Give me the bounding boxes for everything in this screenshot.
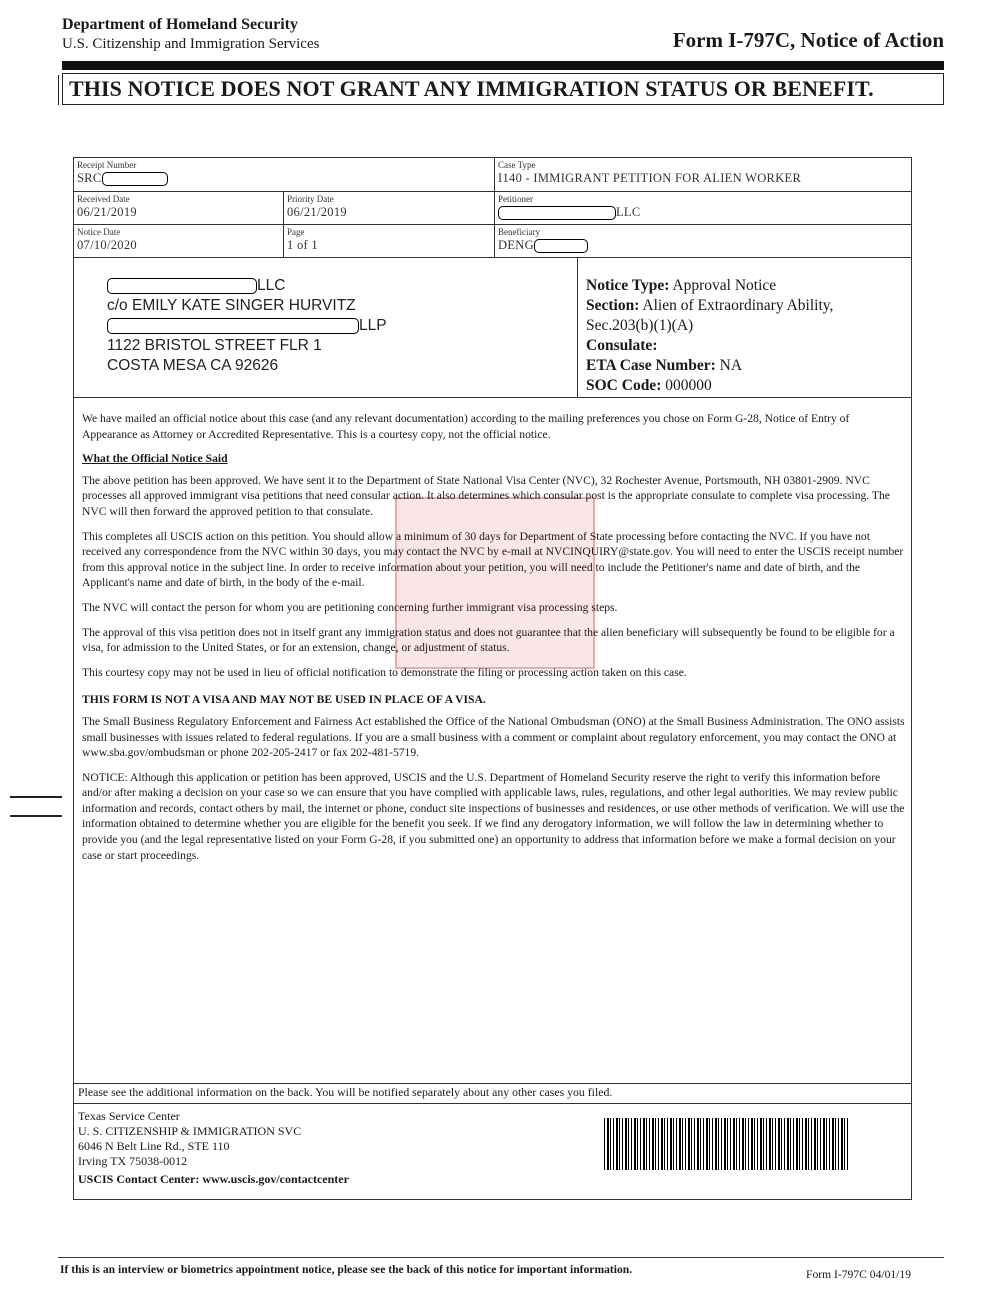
barcode bbox=[604, 1118, 849, 1170]
priority-date-cell bbox=[284, 192, 495, 225]
received-date-label: Received Date bbox=[77, 194, 130, 204]
notice-date-label: Notice Date bbox=[77, 227, 121, 237]
address-line-1: LLC bbox=[257, 277, 286, 294]
receipt-value: SRC bbox=[77, 171, 102, 185]
case-info-grid bbox=[73, 157, 912, 258]
section-value: Alien of Extraordinary Ability, bbox=[642, 297, 834, 314]
received-date-value: 06/21/2019 bbox=[77, 205, 137, 219]
beneficiary-value: DENG bbox=[498, 238, 534, 252]
contact-center-link[interactable]: USCIS Contact Center: www.uscis.gov/contactcenter bbox=[78, 1172, 349, 1186]
notice-paragraph bbox=[82, 770, 905, 864]
receipt-label: Receipt Number bbox=[77, 160, 137, 170]
service-center-line: 6046 N Belt Line Rd., STE 110 bbox=[78, 1139, 230, 1153]
footer-note: If this is an interview or biometrics appointment notice, please see the back of this notice for important information. bbox=[60, 1263, 633, 1276]
agency-name: Department of Homeland Security bbox=[62, 16, 298, 33]
margin-mark bbox=[10, 815, 62, 817]
body-paragraph: This courtesy copy may not be used in lieu of official notification to demonstrate the filing or processing action taken on this case. bbox=[82, 665, 687, 679]
eta-value: NA bbox=[719, 357, 743, 374]
address-line-3: LLP bbox=[359, 317, 387, 334]
case-type-value: I140 - IMMIGRANT PETITION FOR ALIEN WORKER bbox=[498, 171, 802, 185]
page-cell bbox=[284, 225, 495, 258]
notice-details bbox=[577, 257, 912, 398]
redaction-mark bbox=[102, 172, 168, 186]
case-type-cell bbox=[495, 158, 912, 192]
form-title: Form I-797C, Notice of Action bbox=[672, 28, 944, 52]
status-banner: THIS NOTICE DOES NOT GRANT ANY IMMIGRATION STATUS OR BENEFIT. bbox=[62, 73, 944, 105]
notice-date-value: 07/10/2020 bbox=[77, 238, 137, 252]
body-paragraph: The Small Business Regulatory Enforcement and Fairness Act established the Office of the National Ombudsman (ONO) at the Small Business Administration. The ONO assists small businesses with issues related to federal regulations. If you are a small business with a comment or complaint about regulatory enforcement, you may contact the ONO at www.sba.gov/ombudsman or phone 202-205-2417 or fax 202-481-5719. bbox=[82, 714, 905, 760]
body-paragraph: The above petition has been approved. We have sent it to the Department of State National Visa Center (NVC), 32 Rochester Avenue, Portsmouth, NH 03801-2909. NVC processes all approved immigrant visa petitions that need consular action. It also determines which consular post is the appropriate consulate to complete visa processing. The NVC will then forward the approved petition to that consulate. bbox=[82, 473, 890, 518]
priority-date-value: 06/21/2019 bbox=[287, 205, 347, 219]
notice-type-value: Approval Notice bbox=[672, 277, 777, 294]
service-center-line: Texas Service Center bbox=[78, 1109, 180, 1123]
body-paragraph: The NVC will contact the person for whom you are petitioning concerning further immigrant visa processing steps. bbox=[82, 600, 618, 614]
petitioner-value: LLC bbox=[616, 205, 641, 219]
consulate-label: Consulate: bbox=[586, 337, 658, 354]
address-line-2: c/o EMILY KATE SINGER HURVITZ bbox=[107, 297, 356, 314]
beneficiary-label: Beneficiary bbox=[498, 227, 540, 237]
section-heading: What the Official Notice Said bbox=[82, 452, 228, 466]
redaction-mark bbox=[107, 318, 359, 334]
margin-mark bbox=[10, 796, 62, 798]
notice-label: NOTICE: bbox=[82, 770, 128, 784]
receipt-cell bbox=[74, 158, 495, 192]
mailing-address bbox=[73, 257, 578, 398]
case-type-label: Case Type bbox=[498, 160, 536, 170]
priority-date-label: Priority Date bbox=[287, 194, 334, 204]
body-paragraph: The approval of this visa petition does not in itself grant any immigration status and does not guarantee that the alien beneficiary will subsequently be found to be eligible for a visa, for admission to the United States, or for an extension, change, or adjustment of status. bbox=[82, 625, 895, 655]
soc-label: SOC Code: bbox=[586, 377, 662, 394]
notice-text: Although this application or petition has been approved, USCIS and the U.S. Department of Homeland Security reserve the right to verify this information before and/or after making a decision on your case so we can ensure that you have complied with applicable laws, rules, regulations, and other legal authorities. We may review public information and records, contact others by mail, the internet or phone, conduct site inspections of businesses and residences, or use other methods of verification. We will use the information obtained to determine whether you are eligible for the benefit you seek. If we find any derogatory information, we will follow the law in determining whether to provide you (and the legal representative listed on your Form G-28, if you submitted one) an opportunity to address that information before we make a formal decision on your case or start proceedings. bbox=[82, 770, 905, 862]
notice-date-cell bbox=[74, 225, 284, 258]
additional-info-note: Please see the additional information on the back. You will be notified separately about any other cases you filed. bbox=[73, 1084, 912, 1104]
page-value: 1 of 1 bbox=[287, 238, 318, 252]
address-line-5: COSTA MESA CA 92626 bbox=[107, 357, 279, 374]
redaction-mark bbox=[498, 206, 616, 220]
address-line-4: 1122 BRISTOL STREET FLR 1 bbox=[107, 337, 322, 354]
beneficiary-cell bbox=[495, 225, 912, 258]
not-a-visa-warning: THIS FORM IS NOT A VISA AND MAY NOT BE USED IN PLACE OF A VISA. bbox=[82, 693, 486, 707]
header-divider bbox=[62, 61, 944, 70]
body-paragraph: This completes all USCIS action on this petition. You should allow a minimum of 30 days for Department of State processing before contacting the NVC. If you have not received any correspondence from the NVC within 30 days, you may contact the NVC by e-mail at NVCINQUIRY@state.gov. You will need to enter the USCIS receipt number from this approval notice in the subject line. In order to receive information about your petition, you will need to include the Petitioner's name and date of birth, and the Applicant's name and date of birth, in the body of the e-mail. bbox=[82, 529, 904, 590]
redaction-mark bbox=[534, 239, 588, 253]
received-date-cell bbox=[74, 192, 284, 225]
soc-value: 000000 bbox=[665, 377, 712, 394]
service-center-line: U. S. CITIZENSHIP & IMMIGRATION SVC bbox=[78, 1124, 302, 1138]
service-center-line: Irving TX 75038-0012 bbox=[78, 1154, 188, 1168]
section-label: Section: bbox=[586, 297, 640, 314]
page-label: Page bbox=[287, 227, 305, 237]
eta-label: ETA Case Number: bbox=[586, 357, 716, 374]
subagency-name: U.S. Citizenship and Immigration Services bbox=[62, 36, 320, 52]
petitioner-label: Petitioner bbox=[498, 194, 533, 204]
redaction-mark bbox=[107, 278, 257, 294]
notice-type-label: Notice Type: bbox=[586, 277, 670, 294]
body-paragraph: We have mailed an official notice about this case (and any relevant documentation) according to the mailing preferences you chose on Form G-28, Notice of Entry of Appearance as Attorney or Accredited Representative. This is a courtesy copy, not the official notice. bbox=[82, 412, 850, 441]
footer-divider bbox=[58, 1257, 944, 1258]
petitioner-cell bbox=[495, 192, 912, 225]
form-id: Form I-797C 04/01/19 bbox=[806, 1268, 911, 1281]
notice-body bbox=[73, 397, 912, 1084]
section-value-2: Sec.203(b)(1)(A) bbox=[586, 317, 694, 334]
